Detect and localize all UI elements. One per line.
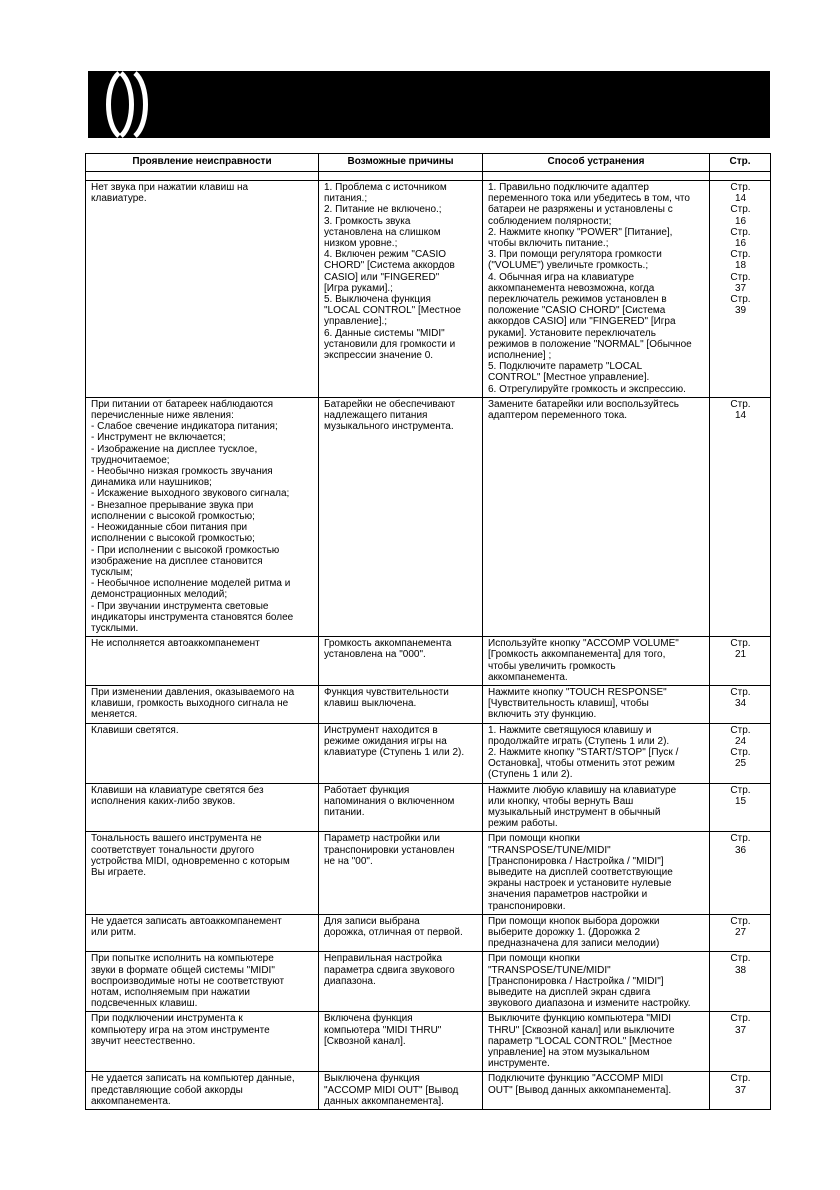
cause-cell: Громкость аккомпанемента установлена на "000". — [319, 637, 483, 686]
page-cell: Стр. 36 — [710, 832, 771, 914]
page-cell: Стр. 34 — [710, 685, 771, 723]
cause-cell: Функция чувствительности клавиш выключена. — [319, 685, 483, 723]
remedy-cell: Замените батарейки или воспользуйтесь адаптером переменного тока. — [483, 397, 710, 636]
troubleshooting-table — [85, 153, 771, 1110]
symptom-cell: Тональность вашего инструмента не соответствует тональности другого устройства MIDI, одновременно с которым Вы играете. — [86, 832, 319, 914]
cause-cell: Для записи выбрана дорожка, отличная от первой. — [319, 914, 483, 952]
remedy-cell: 1. Нажмите светящуюся клавишу и продолжайте играть (Ступень 1 или 2). 2. Нажмите кнопку "START/STOP" [Пуск / Остановка], чтобы отменить этот режим (Ступень 1 или 2). — [483, 723, 710, 783]
remedy-cell: 1. Правильно подключите адаптер переменного тока или убедитесь в том, что батареи не разряжены и установлены с соблюдением полярности; 2. Нажмите кнопку "POWER" [Питание], чтобы включить питание.; 3. При помощи регулятора громкости ("VOLUME") увеличьте громкость.; 4. Обычная игра на клавиатуре аккомпанемента невозможна, когда переключатель режимов установлен в положение "CASIO CHORD" [Система аккордов CASIO] или "FINGERED" [Игра руками]. Установите переключатель режимов в положение "NORMAL" [Обычное исполнение] ; 5. Подключите параметр "LOCAL CONTROL" [Местное управление]. 6. Отрегулируйте громкость и экспрессию. — [483, 181, 710, 398]
cause-cell: 1. Проблема с источником питания.; 2. Питание не включено.; 3. Громкость звука установлена на слишком низком уровне.; 4. Включен режим "CASIO CHORD" [Система аккордов CASIO] или "FINGERED" [Игра руками].; 5. Выключена функция "LOCAL CONTROL" [Местное управление].; 6. Данные системы "MIDI" установили для громкости и экспрессии значение 0. — [319, 181, 483, 398]
symptom-cell: Клавиши на клавиатуре светятся без исполнения каких-либо звуков. — [86, 783, 319, 832]
remedy-cell: Выключите функцию компьютера "MIDI THRU" [Сквозной канал] или выключите параметр "LOCAL CONTROL" [Местное управление] на этом музыкальном инструменте. — [483, 1012, 710, 1072]
symptom-cell: При изменении давления, оказываемого на клавиши, громкость выходного сигнала не меняется. — [86, 685, 319, 723]
remedy-cell: Нажмите любую клавишу на клавиатуре или кнопку, чтобы вернуть Ваш музыкальный инструмент в обычный режим работы. — [483, 783, 710, 832]
symptom-cell: Не исполняется автоаккомпанемент — [86, 637, 319, 686]
parenthesis-icon — [132, 71, 154, 138]
table-row — [86, 783, 771, 832]
table-row — [86, 1072, 771, 1110]
cause-cell: Включена функция компьютера "MIDI THRU" [Сквозной канал]. — [319, 1012, 483, 1072]
page-cell: Стр. 38 — [710, 952, 771, 1012]
chapter-header-bar — [88, 71, 770, 138]
page-cell: Стр. 21 — [710, 637, 771, 686]
page-cell: Стр. 15 — [710, 783, 771, 832]
page-cell: Стр. 14 — [710, 397, 771, 636]
table-row — [86, 1012, 771, 1072]
cause-cell: Работает функция напоминания о включенном питании. — [319, 783, 483, 832]
remedy-cell: Подключите функцию "ACCOMP MIDI OUT" [Вывод данных аккомпанемента]. — [483, 1072, 710, 1110]
cause-cell: Инструмент находится в режиме ожидания игры на клавиатуре (Ступень 1 или 2). — [319, 723, 483, 783]
table-row — [86, 685, 771, 723]
header-symptom: Проявление неисправности — [86, 154, 319, 172]
table-row — [86, 914, 771, 952]
symptom-cell: Не удается записать автоаккомпанемент или ритм. — [86, 914, 319, 952]
symptom-cell: При попытке исполнить на компьютере звуки в формате общей системы "MIDI" воспроизводимые ноты не соответствуют нотам, исполняемым при нажатии подсвеченных клавиш. — [86, 952, 319, 1012]
table-row — [86, 832, 771, 914]
table-row — [86, 181, 771, 398]
remedy-cell: При помощи кнопки "TRANSPOSE/TUNE/MIDI" [Транспонировка / Настройка / "MIDI"] выведите на дисплей соответствующие экраны настроек и установите нулевые значения параметров настройки и транспонировки. — [483, 832, 710, 914]
symptom-cell: При питании от батареек наблюдаются перечисленные ниже явления: - Слабое свечение индикатора питания; - Инструмент не включается; - Изображение на дисплее тусклое, трудночитаемое; - Необычно низкая громкость звучания динамика или наушников; - Искажение выходного звукового сигнала; - Внезапное прерывание звука при исполнении с высокой громкостью; - Неожиданные сбои питания при исполнении с высокой громкостью; - При исполнении с высокой громкостью изображение на дисплее становится тусклым; - Необычное исполнение моделей ритма и демонстрационных мелодий; - При звучании инструмента световые индикаторы инструмента становятся более тусклыми. — [86, 397, 319, 636]
cause-cell: Батарейки не обеспечивают надлежащего питания музыкального инструмента. — [319, 397, 483, 636]
cause-cell: Неправильная настройка параметра сдвига звукового диапазона. — [319, 952, 483, 1012]
table-row — [86, 637, 771, 686]
page-cell: Стр. 14 Стр. 16 Стр. 16 Стр. 18 Стр. 37 Стр. 39 — [710, 181, 771, 398]
symptom-cell: Не удается записать на компьютер данные, представляющие собой аккорды аккомпанемента. — [86, 1072, 319, 1110]
header-page: Стр. — [710, 154, 771, 172]
symptom-cell: Нет звука при нажатии клавиш на клавиатуре. — [86, 181, 319, 398]
remedy-cell: При помощи кнопки "TRANSPOSE/TUNE/MIDI" [Транспонировка / Настройка / "MIDI"] выведите на дисплей экран сдвига звукового диапазона и измените настройку. — [483, 952, 710, 1012]
table-header-row — [86, 154, 771, 172]
table-row — [86, 952, 771, 1012]
remedy-cell: При помощи кнопок выбора дорожки выберите дорожку 1. (Дорожка 2 предназначена для записи мелодии) — [483, 914, 710, 952]
table-row — [86, 723, 771, 783]
header-cause: Возможные причины — [319, 154, 483, 172]
remedy-cell: Нажмите кнопку "TOUCH RESPONSE" [Чувствительность клавиш], чтобы включить эту функцию. — [483, 685, 710, 723]
symptom-cell: Клавиши светятся. — [86, 723, 319, 783]
header-remedy: Способ устранения — [483, 154, 710, 172]
page-cell: Стр. 37 — [710, 1072, 771, 1110]
page-cell: Стр. 37 — [710, 1012, 771, 1072]
table-spacer-row — [86, 172, 771, 181]
page-cell: Стр. 27 — [710, 914, 771, 952]
page-cell: Стр. 24 Стр. 25 — [710, 723, 771, 783]
table-row — [86, 397, 771, 636]
cause-cell: Выключена функция "ACCOMP MIDI OUT" [Вывод данных аккомпанемента]. — [319, 1072, 483, 1110]
cause-cell: Параметр настройки или транспонировки установлен не на "00". — [319, 832, 483, 914]
remedy-cell: Используйте кнопку "ACCOMP VOLUME" [Громкость аккомпанемента] для того, чтобы увеличить громкость аккомпанемента. — [483, 637, 710, 686]
symptom-cell: При подключении инструмента к компьютеру игра на этом инструменте звучит неестественно. — [86, 1012, 319, 1072]
